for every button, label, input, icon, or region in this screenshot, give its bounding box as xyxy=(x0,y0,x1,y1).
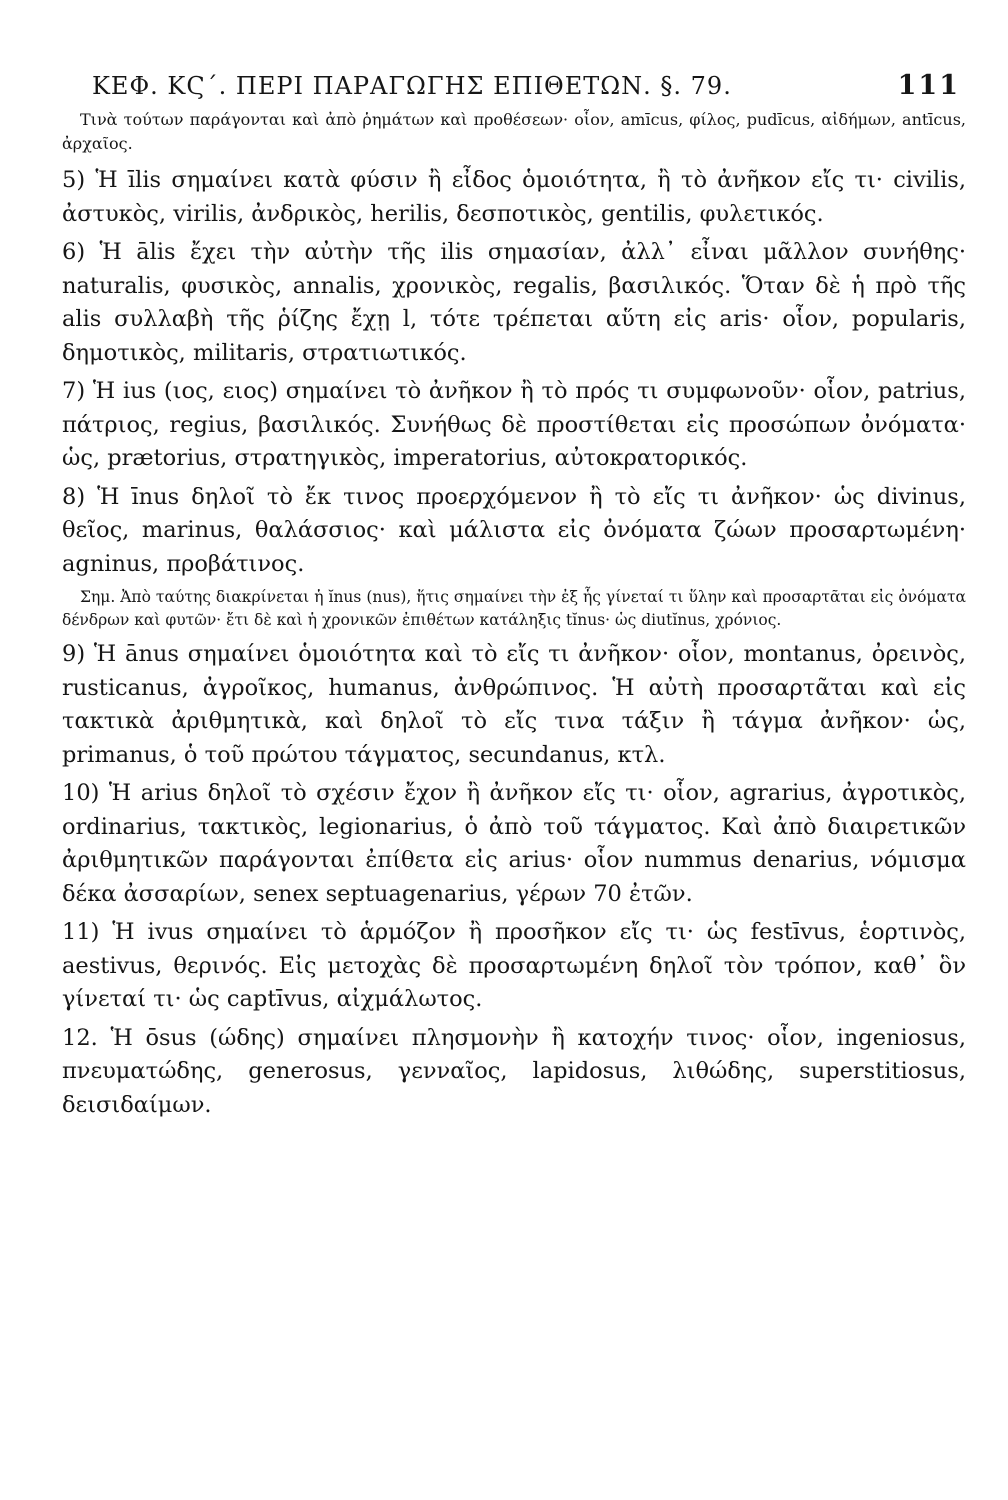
paragraph-6: 6) Ἡ ālis ἔχει τὴν αὐτὴν τῆς ilis σημασίαν, ἀλλ᾽ εἶναι μᾶλλον συνήθης· naturalis, φυσικὸς, annalis, χρονικὸς, regalis, βασιλικός. Ὅταν δὲ ἡ πρὸ τῆς alis συλλαβὴ τῆς ῥίζης ἔχῃ l, τότε τρέπεται αὕτη εἰς aris· οἷον, popularis, δημοτικὸς, militaris, στρατιωτικός. xyxy=(62,239,966,366)
paragraph-7: 7) Ἡ ius (ιος, ειος) σημαίνει τὸ ἀνῆκον ἢ τὸ πρός τι συμφωνοῦν· οἷον, patrius, πάτριος, regius, βασιλικός. Συνήθως δὲ προστίθεται εἰς προσώπων ὀνόματα· ὡς, prætorius, στρατηγικὸς, imperatorius, αὐτοκρατορικός. xyxy=(62,378,966,471)
paragraph-8: 8) Ἡ īnus δηλοῖ τὸ ἔκ τινος προερχόμενον ἢ τὸ εἴς τι ἀνῆκον· ὡς divinus, θεῖος, marinus, θαλάσσιος· καὶ μάλιστα εἰς ὀνόματα ζώων προσαρτωμένη· agninus, προβάτινος. xyxy=(62,483,966,577)
intro-paragraph: Τινὰ τούτων παράγονται καὶ ἀπὸ ῥημάτων καὶ προθέσεων· οἷον, amīcus, φίλος, pudīcus, αἰδήμων, antīcus, ἀρχαῖος. xyxy=(62,110,966,153)
running-header xyxy=(92,70,960,101)
page-body xyxy=(62,108,966,1127)
footnote: Σημ. Ἀπὸ ταύτης διακρίνεται ἡ ĭnus (nus), ἥτις σημαίνει τὴν ἐξ ἧς γίνεταί τι ὕλην καὶ προσαρτᾶται εἰς ὀνόματα δένδρων καὶ φυτῶν· ἔτι δὲ καὶ ἡ χρονικῶν ἐπιθέτων κατάληξις tĭnus· ὡς diutĭnus, χρόνιος. xyxy=(62,588,966,629)
paragraph-9: 9) Ἡ ānus σημαίνει ὁμοιότητα καὶ τὸ εἴς τι ἀνῆκον· οἷον, montanus, ὀρεινὸς, rusticanus, ἀγροῖκος, humanus, ἀνθρώπινος. Ἡ αὐτὴ προσαρτᾶται καὶ εἰς τακτικὰ ἀριθμητικὰ, καὶ δηλοῖ τὸ εἴς τινα τάξιν ἢ τάγμα ἀνῆκον· ὡς, primanus, ὁ τοῦ πρώτου τάγματος, secundanus, κτλ. xyxy=(62,641,966,768)
chapter-title: ΚΕΦ. ΚϚ΄. ΠΕΡΙ ΠΑΡΑΓΩΓΗΣ ΕΠΙΘΕΤΩΝ. §. 79. xyxy=(92,72,732,100)
page-number: 111 xyxy=(897,70,960,101)
paragraph-5: 5) Ἡ īlis σημαίνει κατὰ φύσιν ἢ εἶδος ὁμοιότητα, ἢ τὸ ἀνῆκον εἴς τι· civilis, ἀστυκὸς, virilis, ἀνδρικὸς, herilis, δεσποτικὸς, gentilis, φυλετικός. xyxy=(62,167,966,227)
paragraph-10: 10) Ἡ arius δηλοῖ τὸ σχέσιν ἔχον ἢ ἀνῆκον εἴς τι· οἷον, agrarius, ἀγροτικὸς, ordinarius, τακτικὸς, legionarius, ὁ ἀπὸ τοῦ τάγματος. Καὶ ἀπὸ διαιρετικῶν ἀριθμητικῶν παράγονται ἐπίθετα εἰς arius· οἷον nummus denarius, νόμισμα δέκα ἀσσαρίων, senex septuagenarius, γέρων 70 ἐτῶν. xyxy=(62,780,966,907)
paragraph-11: 11) Ἡ ivus σημαίνει τὸ ἁρμόζον ἢ προσῆκον εἴς τι· ὡς festīvus, ἑορτινὸς, aestivus, θερινός. Εἰς μετοχὰς δὲ προσαρτωμένη δηλοῖ τὸν τρόπον, καθ᾽ ὃν γίνεταί τι· ὡς captīvus, αἰχμάλωτος. xyxy=(62,919,966,1012)
paragraph-12: 12. Ἡ ōsus (ώδης) σημαίνει πλησμονὴν ἢ κατοχήν τινος· οἷον, ingeniosus, πνευματώδης, generosus, γενναῖος, lapidosus, λιθώδης, superstitiosus, δεισιδαίμων. xyxy=(62,1024,966,1118)
